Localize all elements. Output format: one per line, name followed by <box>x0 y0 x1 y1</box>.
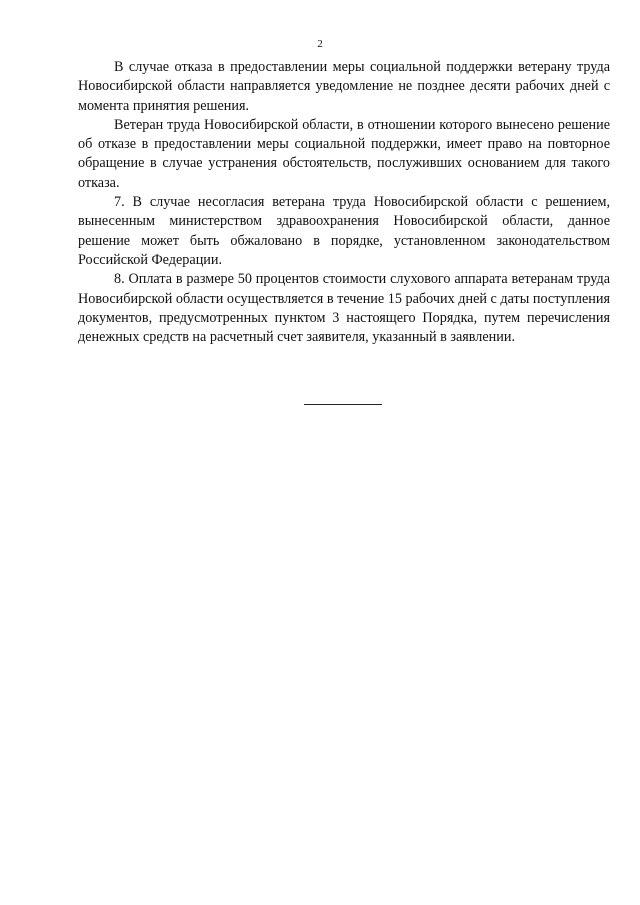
paragraph-refusal-notice: В случае отказа в предоставлении меры социальной поддержки ветерану труда Новосибирской области направляется уведомление не позднее десяти рабочих дней с момента принятия решения. <box>78 59 610 114</box>
paragraph-8-payment: 8. Оплата в размере 50 процентов стоимости слухового аппарата ветеранам труда Новосибирской области осуществляется в течение 15 рабочих дней с даты поступления документов, предусмотренных пунктом 3 настоящего Порядка, путем перечисления денежных средств на расчетный счет заявителя, указанный в заявлении. <box>78 271 610 346</box>
page-number: 2 <box>317 38 323 50</box>
paragraph-repeat-request: Ветеран труда Новосибирской области, в отношении которого вынесено решение об отказе в предоставлении меры социальной поддержки, имеет право на повторное обращение в случае устранения обстоятельств, послуживших основанием для такого отказа. <box>78 116 610 191</box>
end-of-document-rule <box>304 404 382 405</box>
paragraph-7-appeal: 7. В случае несогласия ветерана труда Новосибирской области с решением, вынесенным министерством здравоохранения Новосибирской области, данное решение может быть обжаловано в порядке, установленном законодательством Российской Федерации. <box>78 194 610 268</box>
document-body <box>78 58 610 347</box>
